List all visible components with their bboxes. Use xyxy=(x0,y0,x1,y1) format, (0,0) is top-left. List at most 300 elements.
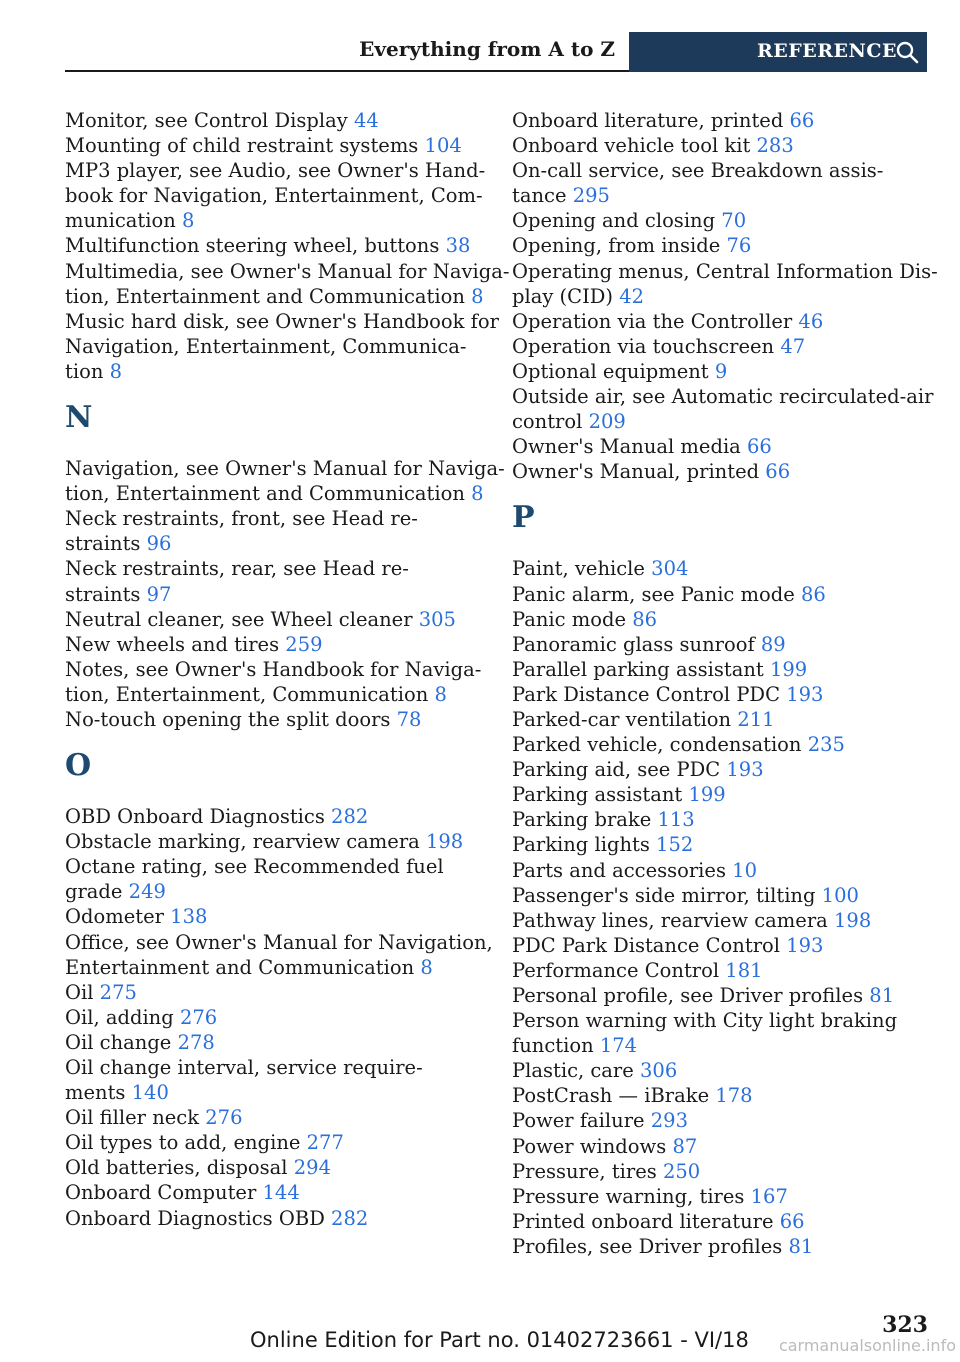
entry-text-line xyxy=(512,334,927,359)
page-link[interactable]: 209 xyxy=(588,410,626,434)
page-link[interactable]: 86 xyxy=(632,607,658,631)
page-link[interactable]: 87 xyxy=(672,1134,698,1158)
index-entry xyxy=(512,133,927,158)
entry-text-line xyxy=(65,1080,485,1105)
entry-text-line xyxy=(512,183,927,208)
page-link[interactable]: 259 xyxy=(285,632,323,656)
entry-text: Old batteries, disposal xyxy=(65,1156,288,1180)
entry-text-line xyxy=(65,359,485,384)
page-link[interactable]: 89 xyxy=(760,632,786,656)
entry-text-line xyxy=(65,1005,485,1030)
entry-text-line xyxy=(65,829,485,854)
index-entry xyxy=(65,1155,485,1180)
entry-text-line xyxy=(65,707,485,732)
entry-text-line xyxy=(512,133,927,158)
entry-text-line xyxy=(512,1058,927,1083)
entry-text-line xyxy=(512,1209,927,1234)
entry-text-line xyxy=(65,879,485,904)
entry-text: Pressure warning, tires xyxy=(512,1184,745,1208)
entry-text: Panic mode xyxy=(512,607,627,631)
section-label: REFERENCE xyxy=(757,40,897,62)
index-entry xyxy=(65,1105,485,1130)
entry-text-line xyxy=(512,832,927,857)
page-link[interactable]: 276 xyxy=(205,1106,243,1130)
page-link[interactable]: 178 xyxy=(715,1084,753,1108)
entry-text-line xyxy=(512,284,927,309)
entry-text-line xyxy=(65,133,485,158)
entry-text-line xyxy=(65,158,486,183)
index-entry xyxy=(65,1206,485,1231)
page-link[interactable]: 42 xyxy=(619,284,645,308)
entry-text-line xyxy=(512,807,927,832)
page-link[interactable]: 44 xyxy=(353,109,379,132)
page-link[interactable]: 198 xyxy=(425,830,464,854)
entry-text: Octane rating, see Recommended fuel xyxy=(65,855,444,879)
entry-text: Music hard disk, see Owner's Handbook for xyxy=(65,309,499,333)
index-entry xyxy=(65,309,499,384)
entry-text-line xyxy=(512,883,927,908)
entry-text-line xyxy=(512,1134,927,1159)
entry-text-line xyxy=(65,930,493,955)
entry-text-line xyxy=(512,858,927,883)
index-entry xyxy=(512,958,927,983)
entry-text: tion, Entertainment and Communication xyxy=(65,482,465,506)
entry-text-line xyxy=(65,1055,485,1080)
index-entry xyxy=(512,858,927,883)
entry-text-line xyxy=(512,208,927,233)
entry-text-line xyxy=(65,1130,485,1155)
index-entry xyxy=(65,1005,485,1030)
entry-text-line xyxy=(65,980,485,1005)
page-link[interactable]: 10 xyxy=(732,858,757,882)
entry-text-line xyxy=(65,183,485,208)
page-link[interactable]: 78 xyxy=(396,707,422,731)
entry-text-line xyxy=(65,682,485,707)
entry-text-line xyxy=(65,657,485,682)
entry-text-line xyxy=(65,456,505,481)
page-link[interactable]: 8 xyxy=(181,209,195,233)
page-link[interactable]: 174 xyxy=(599,1034,638,1058)
index-entry xyxy=(65,259,510,309)
entry-text-line xyxy=(512,782,927,807)
entry-text-line xyxy=(65,1105,485,1130)
entry-text: Panoramic glass sunroof xyxy=(512,632,755,656)
page-link[interactable]: 86 xyxy=(801,582,826,606)
index-entry xyxy=(65,158,485,233)
entry-text: Navigation, see Owner's Manual for Naviga- xyxy=(65,457,505,481)
page-link[interactable]: 199 xyxy=(769,657,808,681)
index-entry xyxy=(512,158,927,208)
entry-text: control xyxy=(512,410,583,434)
entry-text: Obstacle marking, rearview camera xyxy=(65,830,420,854)
page-link[interactable]: 193 xyxy=(726,758,764,782)
entry-text: Power windows xyxy=(512,1134,667,1158)
index-entry xyxy=(65,904,485,929)
index-letter-heading: P xyxy=(512,500,535,536)
index-entry xyxy=(512,707,927,732)
index-entry xyxy=(512,1083,927,1108)
entry-text: Personal profile, see Driver profiles xyxy=(512,984,864,1007)
entry-text-line xyxy=(65,955,485,980)
page-link[interactable]: 250 xyxy=(662,1159,701,1183)
index-entry xyxy=(65,930,493,980)
entry-text: munication xyxy=(65,209,176,233)
entry-text-line xyxy=(65,1155,485,1180)
entry-text: Optional equipment xyxy=(512,359,709,383)
index-entry xyxy=(65,1055,485,1105)
page-link[interactable]: 276 xyxy=(179,1005,218,1029)
entry-text-line xyxy=(65,481,485,506)
entry-text-line xyxy=(512,582,927,607)
index-entry xyxy=(512,434,927,459)
entry-text: Printed onboard literature xyxy=(512,1209,774,1233)
entry-text-line xyxy=(65,904,485,929)
entry-text-line xyxy=(65,607,485,632)
index-entry xyxy=(65,456,505,506)
index-entry xyxy=(512,233,927,258)
index-entry xyxy=(65,1030,485,1055)
watermark: carmanualsonline.info xyxy=(778,1336,956,1355)
entry-text: Parts and accessories xyxy=(512,858,726,882)
entry-text-line xyxy=(512,1184,927,1209)
entry-text: straints xyxy=(65,532,141,556)
page-link[interactable]: 167 xyxy=(750,1184,788,1208)
entry-text-line xyxy=(512,1008,927,1033)
entry-text-line xyxy=(512,384,934,409)
entry-text: Outside air, see Automatic recirculated-air xyxy=(512,385,934,409)
entry-text: No-touch opening the split doors xyxy=(65,707,391,731)
index-entry xyxy=(65,133,485,158)
page-link[interactable]: 8 xyxy=(471,482,484,506)
index-entry xyxy=(65,854,485,904)
entry-text-line xyxy=(65,108,485,133)
entry-text: Parallel parking assistant xyxy=(512,657,764,681)
entry-text-line xyxy=(512,1108,927,1133)
entry-text: Parked vehicle, condensation xyxy=(512,733,802,757)
page-link[interactable]: 46 xyxy=(798,309,824,333)
page-link[interactable]: 8 xyxy=(420,955,433,979)
entry-text-line xyxy=(512,434,927,459)
index-entry xyxy=(512,782,927,807)
page-link[interactable]: 193 xyxy=(786,682,824,706)
page-link[interactable]: 113 xyxy=(657,808,695,832)
entry-text: Owner's Manual, printed xyxy=(512,460,760,484)
page-link[interactable]: 76 xyxy=(726,234,752,258)
entry-text: Parking assistant xyxy=(512,783,683,807)
page-link[interactable]: 277 xyxy=(306,1131,344,1155)
index-entry xyxy=(65,804,485,829)
page-link[interactable]: 97 xyxy=(146,582,172,606)
entry-text-line xyxy=(512,632,927,657)
index-entry xyxy=(65,980,485,1005)
entry-text: Oil xyxy=(65,980,94,1004)
page-link[interactable]: 47 xyxy=(780,334,806,358)
page-link[interactable]: 193 xyxy=(786,933,824,957)
page-link[interactable]: 283 xyxy=(756,134,794,158)
entry-text: tance xyxy=(512,184,567,208)
entry-text-line xyxy=(512,1159,927,1184)
entry-text: Parking aid, see PDC xyxy=(512,758,721,782)
page-link[interactable]: 304 xyxy=(651,557,689,581)
index-entry xyxy=(512,309,927,334)
page-link[interactable]: 104 xyxy=(424,134,462,158)
entry-text-line xyxy=(512,958,927,983)
entry-text: Oil, adding xyxy=(65,1005,174,1029)
page-link[interactable]: 8 xyxy=(471,284,484,308)
entry-text-line xyxy=(65,506,485,531)
index-entry xyxy=(512,1058,927,1083)
entry-text: Onboard vehicle tool kit xyxy=(512,134,751,158)
index-column-right xyxy=(512,108,938,1259)
page-link[interactable]: 66 xyxy=(789,109,815,132)
entry-text: Parked-car ventilation xyxy=(512,707,732,731)
entry-text-line xyxy=(65,1030,485,1055)
page-link[interactable]: 138 xyxy=(170,905,208,929)
entry-text-line xyxy=(65,1180,485,1205)
entry-text-line xyxy=(512,707,927,732)
page-link[interactable]: 81 xyxy=(788,1234,814,1258)
index-entry xyxy=(65,233,485,258)
entry-text-line xyxy=(512,757,927,782)
entry-text: Notes, see Owner's Handbook for Naviga- xyxy=(65,657,482,681)
entry-text-line xyxy=(512,108,927,133)
page-link[interactable]: 70 xyxy=(721,209,747,233)
entry-text-line xyxy=(512,933,927,958)
index-entry xyxy=(512,1159,927,1184)
entry-text: Paint, vehicle xyxy=(512,557,645,581)
entry-text: Oil change interval, service require- xyxy=(65,1056,423,1079)
page-link[interactable]: 66 xyxy=(779,1209,805,1233)
entry-text-line xyxy=(512,158,927,183)
index-entry xyxy=(512,1108,927,1133)
entry-text-line xyxy=(512,607,927,632)
entry-text-line xyxy=(512,459,927,484)
entry-text-line xyxy=(512,259,938,284)
page-link[interactable]: 144 xyxy=(262,1181,300,1205)
page-link[interactable]: 66 xyxy=(747,435,772,459)
page-link[interactable]: 100 xyxy=(821,883,859,907)
section-tab xyxy=(629,32,927,72)
page-link[interactable]: 282 xyxy=(331,805,369,829)
entry-text: tion, Entertainment, Communication xyxy=(65,682,429,706)
entry-text-line xyxy=(65,531,485,556)
chapter-title: Everything from A to Z xyxy=(359,37,615,61)
entry-text-line xyxy=(512,409,927,434)
entry-text: Multimedia, see Owner's Manual for Naviga- xyxy=(65,259,510,283)
index-entry xyxy=(512,556,927,581)
index-entry xyxy=(65,607,485,632)
entry-text: PostCrash — iBrake xyxy=(512,1084,710,1108)
index-entry xyxy=(65,1180,485,1205)
page-link[interactable]: 275 xyxy=(99,980,137,1004)
entry-text: Odometer xyxy=(65,905,164,929)
index-entry xyxy=(65,1130,485,1155)
entry-text: Person warning with City light braking xyxy=(512,1009,898,1033)
entry-text-line xyxy=(512,1083,927,1108)
page-link[interactable]: 293 xyxy=(650,1109,688,1133)
index-entry xyxy=(512,883,927,908)
entry-text-line xyxy=(512,233,927,258)
entry-text: Onboard literature, printed xyxy=(512,109,784,132)
entry-text: Panic alarm, see Panic mode xyxy=(512,582,795,606)
page-link[interactable]: 198 xyxy=(834,908,872,932)
index-entry xyxy=(512,582,927,607)
page-header xyxy=(65,32,927,70)
entry-text: Office, see Owner's Manual for Navigation, xyxy=(65,930,493,954)
entry-text: Oil types to add, engine xyxy=(65,1131,301,1155)
page-link[interactable]: 282 xyxy=(331,1206,369,1230)
entry-text: OBD Onboard Diagnostics xyxy=(65,805,325,829)
page-link[interactable]: 181 xyxy=(725,958,763,982)
entry-text: Profiles, see Driver profiles xyxy=(512,1234,783,1258)
index-entry xyxy=(65,657,485,707)
index-entry xyxy=(512,1184,927,1209)
page-link[interactable]: 211 xyxy=(737,707,775,731)
entry-text: tion xyxy=(65,359,104,383)
page-link[interactable]: 8 xyxy=(109,359,122,383)
entry-text-line xyxy=(512,908,927,933)
entry-text-line xyxy=(512,682,927,707)
entry-text: Opening, from inside xyxy=(512,234,721,258)
entry-text: Operation via touchscreen xyxy=(512,334,775,358)
index-entry xyxy=(512,908,927,933)
entry-text: Pathway lines, rearview camera xyxy=(512,908,828,932)
entry-text: Oil filler neck xyxy=(65,1106,200,1130)
page-link[interactable]: 306 xyxy=(640,1059,678,1083)
entry-text: Owner's Manual media xyxy=(512,435,741,459)
entry-text: Onboard Computer xyxy=(65,1181,257,1205)
entry-text: straints xyxy=(65,582,141,606)
page-link[interactable]: 294 xyxy=(293,1156,331,1180)
index-entry xyxy=(512,1134,927,1159)
entry-text-line xyxy=(65,334,485,359)
index-entry xyxy=(512,933,927,958)
index-entry xyxy=(512,334,927,359)
index-entry xyxy=(65,506,485,556)
entry-text-line xyxy=(512,1033,927,1058)
entry-text: Operating menus, Central Information Dis- xyxy=(512,259,938,283)
index-entry xyxy=(512,607,927,632)
entry-text-line xyxy=(65,854,485,879)
entry-text: grade xyxy=(65,880,123,904)
page-link[interactable]: 305 xyxy=(418,607,456,631)
entry-text: Mounting of child restraint systems xyxy=(65,134,419,158)
page-link[interactable]: 140 xyxy=(131,1081,169,1105)
entry-text: Opening and closing xyxy=(512,209,716,233)
entry-text: PDC Park Distance Control xyxy=(512,933,780,957)
entry-text-line xyxy=(512,309,927,334)
entry-text: Power failure xyxy=(512,1109,645,1133)
entry-text-line xyxy=(65,804,485,829)
index-entry xyxy=(65,632,485,657)
entry-text: Neck restraints, rear, see Head re- xyxy=(65,557,409,581)
entry-text: MP3 player, see Audio, see Owner's Hand- xyxy=(65,159,486,183)
index-column-left xyxy=(65,108,510,1231)
index-entry xyxy=(512,108,927,133)
entry-text: On-call service, see Breakdown assis- xyxy=(512,159,884,183)
entry-text-line xyxy=(65,208,485,233)
index-entry xyxy=(512,757,927,782)
page-link[interactable]: 38 xyxy=(445,234,471,258)
index-entry xyxy=(512,259,938,309)
entry-text-line xyxy=(65,284,485,309)
entry-text: Neck restraints, front, see Head re- xyxy=(65,507,418,531)
page-link[interactable]: 9 xyxy=(714,359,728,383)
entry-text: Multifunction steering wheel, buttons xyxy=(65,234,440,258)
index-entry xyxy=(512,807,927,832)
page-link[interactable]: 295 xyxy=(572,184,610,208)
entry-text: Performance Control xyxy=(512,958,720,982)
entry-text-line xyxy=(65,556,485,581)
entry-text: function xyxy=(512,1034,594,1058)
entry-text: Parking lights xyxy=(512,833,650,857)
index-entry xyxy=(512,657,927,682)
index-entry xyxy=(512,832,927,857)
index-entry xyxy=(512,682,927,707)
index-entry xyxy=(512,632,927,657)
page-link[interactable]: 278 xyxy=(177,1030,215,1054)
page-link[interactable]: 235 xyxy=(807,733,845,757)
entry-text: Pressure, tires xyxy=(512,1159,657,1183)
entry-text-line xyxy=(65,233,485,258)
entry-text-line xyxy=(512,657,927,682)
entry-text-line xyxy=(512,983,927,1008)
page-link[interactable]: 96 xyxy=(146,532,172,556)
entry-text-line xyxy=(65,582,485,607)
entry-text: Entertainment and Communication xyxy=(65,955,415,979)
entry-text: Passenger's side mirror, tilting xyxy=(512,883,816,907)
entry-text-line xyxy=(512,732,927,757)
entry-text: Navigation, Entertainment, Communica- xyxy=(65,334,467,358)
page-link[interactable]: 8 xyxy=(434,682,447,706)
entry-text: Monitor, see Control Display xyxy=(65,109,348,132)
page-link[interactable]: 249 xyxy=(128,880,166,904)
index-entry xyxy=(512,983,927,1008)
page-number: 323 xyxy=(882,1312,928,1338)
page-link[interactable]: 66 xyxy=(765,460,791,484)
search-icon xyxy=(895,40,919,64)
entry-text: Plastic, care xyxy=(512,1059,634,1083)
page-link[interactable]: 152 xyxy=(656,833,694,857)
entry-text: Park Distance Control PDC xyxy=(512,682,780,706)
entry-text-line xyxy=(65,259,510,284)
edition-note: Online Edition for Part no. 01402723661 - VI/18 xyxy=(250,1328,749,1352)
entry-text: Parking brake xyxy=(512,808,652,832)
index-entry xyxy=(512,459,927,484)
index-entry xyxy=(512,732,927,757)
entry-text-line xyxy=(512,1234,927,1259)
index-entry xyxy=(65,108,485,133)
page-link[interactable]: 81 xyxy=(869,984,895,1007)
index-entry xyxy=(512,208,927,233)
index-entry xyxy=(512,384,934,434)
entry-text-line xyxy=(512,556,927,581)
index-entry xyxy=(512,1234,927,1259)
index-letter-heading: N xyxy=(65,400,93,436)
entry-text: Neutral cleaner, see Wheel cleaner xyxy=(65,607,413,631)
index-letter-heading: O xyxy=(65,748,92,784)
entry-text: tion, Entertainment and Communication xyxy=(65,284,465,308)
entry-text-line xyxy=(65,632,485,657)
index-entry xyxy=(65,707,485,732)
index-entry xyxy=(65,556,485,606)
entry-text-line xyxy=(512,359,927,384)
header-rule xyxy=(65,70,629,72)
page-link[interactable]: 199 xyxy=(688,783,726,807)
entry-text: play (CID) xyxy=(512,284,614,308)
entry-text: Oil change xyxy=(65,1030,172,1054)
index-entry xyxy=(65,829,485,854)
